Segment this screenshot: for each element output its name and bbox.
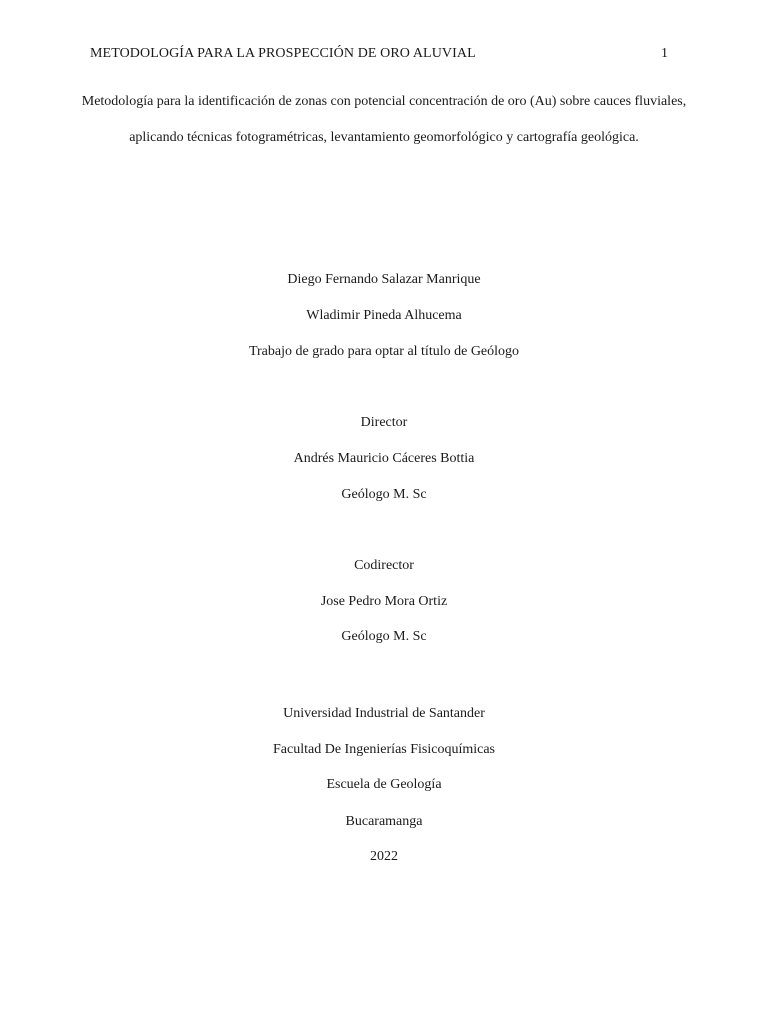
director-role: Director <box>360 415 408 430</box>
codirector-name: Jose Pedro Mora Ortiz <box>320 594 448 609</box>
author-2: Wladimir Pineda Alhucema <box>306 308 462 323</box>
author-1: Diego Fernando Salazar Manrique <box>287 272 481 287</box>
faculty-name: Facultad De Ingenierías Fisicoquímicas <box>273 742 495 757</box>
degree-statement: Trabajo de grado para optar al título de Geólogo <box>248 344 520 359</box>
city-name: Bucaramanga <box>345 814 423 829</box>
director-title: Geólogo M. Sc <box>341 487 427 502</box>
year: 2022 <box>370 849 398 864</box>
school-name: Escuela de Geología <box>326 777 442 792</box>
university-name: Universidad Industrial de Santander <box>283 706 485 721</box>
codirector-role: Codirector <box>354 558 414 573</box>
page-number: 1 <box>661 46 668 61</box>
document-title: Metodología para la identificación de zonas con potencial concentración de oro (Au) sobre cauces fluviales, aplicando técnicas fotogramétricas, levantamiento geomorfológico y cartografía geológica. <box>81 94 687 145</box>
running-head: METODOLOGÍA PARA LA PROSPECCIÓN DE ORO ALUVIAL <box>90 46 476 61</box>
director-name: Andrés Mauricio Cáceres Bottia <box>293 451 475 466</box>
codirector-title: Geólogo M. Sc <box>341 629 427 644</box>
